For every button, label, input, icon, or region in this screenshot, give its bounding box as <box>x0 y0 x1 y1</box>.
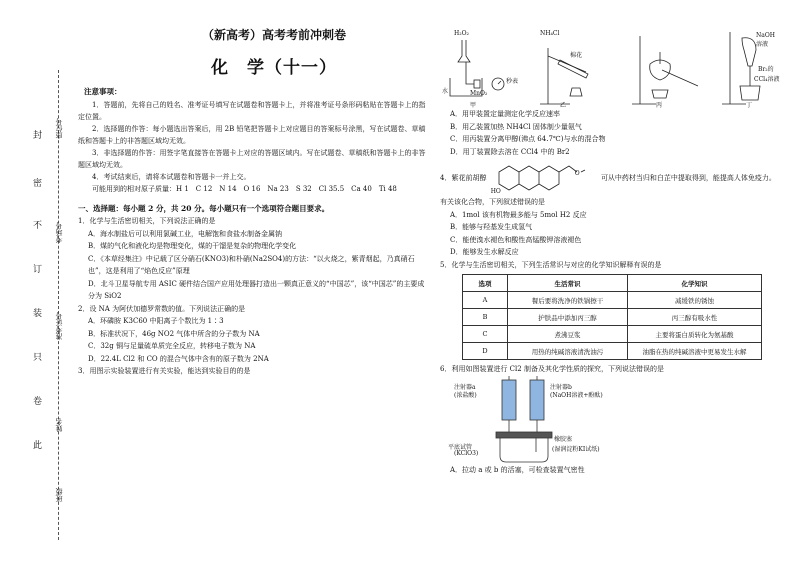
question-3-option-b: B．用乙装置加热 NH4Cl 固体制少量氨气 <box>450 122 582 131</box>
field-seat-number: 座位号 <box>55 118 63 139</box>
label-ding: 丁 <box>746 102 753 109</box>
label-mno2: MnO₂ <box>470 90 488 97</box>
table-header: 化学知识 <box>628 275 762 292</box>
label-br2: Br₂的 <box>758 66 774 73</box>
exam-subtitle: （新高考）高考考前冲刺卷 <box>201 28 346 42</box>
binding-char: 不 <box>33 221 43 231</box>
binding-dashed-line <box>58 70 59 540</box>
label-ccl4: CCl₄溶液 <box>754 76 780 83</box>
question-4-stem-end: 可从中药材当归和白芷中提取得到，能提高人体免疫力。有关该化合物，下列叙述错误的是 <box>440 174 776 206</box>
binding-char: 封 <box>33 131 43 141</box>
left-column <box>78 26 430 378</box>
question-4-option-d: D．能够发生水解反应 <box>450 248 519 256</box>
question-4-stem-start: 4．紫花前胡醇 <box>440 174 487 182</box>
question-5-stem: 5．化学与生活密切相关，下列生活常识与对应的化学知识解释有误的是 <box>440 260 662 269</box>
table-row <box>463 309 762 326</box>
exam-title: 化 学（十一） <box>211 58 337 78</box>
label-syringe-a: 注射器a <box>454 383 476 391</box>
field-admission-number: 准考证号 <box>55 312 63 340</box>
question-4-stem <box>440 160 780 209</box>
field-exam-room: 考场号 <box>55 222 63 243</box>
question-1-option-c: C．《本草经集注》中记载了区分硝石(KNO3)和朴硝(Na2SO4)的方法：“以火烧之，紫青烟起，乃真硝石也”，这是利用了“焰色反应”原理 <box>88 254 415 275</box>
question-3-option-c: C．用丙装置分离甲醇(沸点 64.7℃)与水的混合物 <box>450 135 606 143</box>
label-flask-content: (KClO3) <box>454 449 479 457</box>
table-cell: B <box>463 309 508 326</box>
table-cell: A <box>463 292 508 309</box>
q5-table <box>462 274 762 360</box>
question-4-option-c: C．能使溴水褪色和酸性高锰酸钾溶液褪色 <box>450 235 582 244</box>
label-ki-paper: (湿润淀粉KI试纸) <box>552 445 600 453</box>
question-2-stem: 2．设 NA 为阿伏加德罗常数的值。下列说法正确的是 <box>78 304 246 313</box>
question-2-option-a: A．环磷胺 K3C60 中阳离子个数比为 1∶3 <box>88 317 224 325</box>
binding-char: 卷 <box>33 397 43 407</box>
question-6-option-a: A．拉动 a 或 b 的活塞，可检查装置气密性 <box>450 465 585 474</box>
question-2-option-b: B．标准状况下，46g NO2 气体中所含的分子数为 NA <box>88 329 260 338</box>
note-item: 4．考试结束后，请将本试题卷和答题卡一并上交。 <box>92 173 251 181</box>
label-syringe-b: 注射器b <box>550 383 572 391</box>
q3-apparatus-figure <box>440 26 780 108</box>
label-flask: 平底试管 <box>448 443 473 451</box>
binding-char: 只 <box>33 353 43 363</box>
atomic-mass-line: 可能用到的相对原子质量：H 1 C 12 N 14 O 16 Na 23 S 32 Cl 35.5 Ca 40 Ti 48 <box>92 185 397 193</box>
label-yi: 乙 <box>560 102 567 109</box>
label-jia: 甲 <box>470 102 477 109</box>
note-item: 2．选择题的作答：每小题选出答案后，用 2B 铅笔把答题卡上对应题目的答案标号涂黑，写在试题卷、草稿纸和答题卡上的非答题区域均无效。 <box>78 125 426 145</box>
apparatus-drawing <box>440 26 780 108</box>
question-6-stem: 6．利用如图装置进行 Cl2 制备及其化学性质的探究，下列说法错误的是 <box>440 365 664 373</box>
label-syringe-b-content: (NaOH溶液+酚酞) <box>550 391 603 399</box>
table-row <box>463 343 762 360</box>
label-syringe-a-content: (浓盐酸) <box>454 391 477 399</box>
table-header: 选项 <box>463 275 508 292</box>
label-stopwatch: 秒表 <box>506 78 519 85</box>
label-cotton: 棉花 <box>570 52 583 59</box>
table-row <box>463 326 762 343</box>
q6-apparatus-drawing <box>440 376 780 464</box>
question-1-option-b: B．煤的气化和液化均是物理变化，煤的干馏是复杂的物理化学变化 <box>88 242 297 250</box>
question-4-option-a: A．1mol 该有机物最多能与 5mol H2 反应 <box>450 210 587 219</box>
question-1-stem: 1．化学与生活密切相关，下列说法正确的是 <box>78 217 216 225</box>
binding-char: 密 <box>33 179 43 189</box>
table-cell: 用热的纯碱溶液清洗油污 <box>508 343 628 360</box>
molecule-structure <box>489 160 599 196</box>
notes-heading: 注意事项： <box>84 87 122 96</box>
table-cell: 煮沸豆浆 <box>508 326 628 343</box>
table-cell: 餐后要将洗净的铁锅擦干 <box>508 292 628 309</box>
table-row <box>463 292 762 309</box>
label-rubber-stopper: 橡胶塞 <box>554 435 573 443</box>
label-naoh: NaOH溶液 <box>756 32 775 48</box>
note-item: 1．答题前，先将自己的姓名、准考证号填写在试题卷和答题卡上，并将准考证号条形码粘贴在答题卡上的指定位置。 <box>78 101 426 121</box>
section-heading: 一、选择题：每小题 2 分，共 20 分。每小题只有一个选项符合题目要求。 <box>78 204 330 213</box>
binding-char: 装 <box>33 309 43 319</box>
question-2-option-c: C．32g 铜与足量硫单质完全反应，转移电子数为 NA <box>88 342 256 350</box>
right-column <box>440 26 780 476</box>
table-cell: 主要将蛋白质转化为氨基酸 <box>628 326 762 343</box>
label-bing: 丙 <box>656 102 663 109</box>
field-class: 班级 <box>55 488 63 502</box>
table-cell: 护肤品中添加丙三醇 <box>508 309 628 326</box>
table-cell: 油脂在热的纯碱溶液中更易发生水解 <box>628 343 762 360</box>
label-nh4cl: NH₄Cl <box>540 30 560 37</box>
table-cell: 减缓铁的锈蚀 <box>628 292 762 309</box>
field-name: 姓名 <box>55 418 63 432</box>
table-cell: 丙三醇有吸水性 <box>628 309 762 326</box>
question-3-option-d: D．用丁装置除去溶在 CCl4 中的 Br2 <box>450 147 570 156</box>
q6-apparatus-figure <box>440 376 780 464</box>
molecule-drawing <box>489 160 599 196</box>
question-1-option-d: D．北斗卫星导航专用 ASIC 硬件结合国产应用处理器打造出一颗真正意义的“中国芯”，该“中国芯”的主要成分为 SiO2 <box>88 279 425 300</box>
question-1-option-a: A．海水制盐后可以利用氯碱工业，电解饱和食盐水制备金属钠 <box>88 229 283 238</box>
note-item: 3．非选择题的作答：用签字笔直接答在答题卡上对应的答题区域内。写在试题卷、草稿纸和答题卡上的非答题区域均无效。 <box>78 149 426 169</box>
question-2-option-d: D．22.4L Cl2 和 CO 的混合气体中含有的原子数为 2NA <box>88 354 269 363</box>
question-4-option-b: B．能够与羟基发生成氢气 <box>450 223 533 231</box>
binding-char: 订 <box>33 265 43 275</box>
question-3-stem: 3．用图示实验装置进行有关实验，能达到实验目的的是 <box>78 367 251 375</box>
binding-char: 此 <box>33 441 43 451</box>
table-cell: C <box>463 326 508 343</box>
molecule-o: O <box>574 170 580 177</box>
molecule-ho: HO <box>490 188 501 195</box>
label-water: 水 <box>442 88 449 95</box>
question-3-option-a: A．用甲装置定量测定化学反应速率 <box>450 110 561 118</box>
label-h2o2: H₂O₂ <box>454 30 469 37</box>
binding-margin <box>0 0 70 562</box>
table-cell: D <box>463 343 508 360</box>
table-header: 生活常识 <box>508 275 628 292</box>
